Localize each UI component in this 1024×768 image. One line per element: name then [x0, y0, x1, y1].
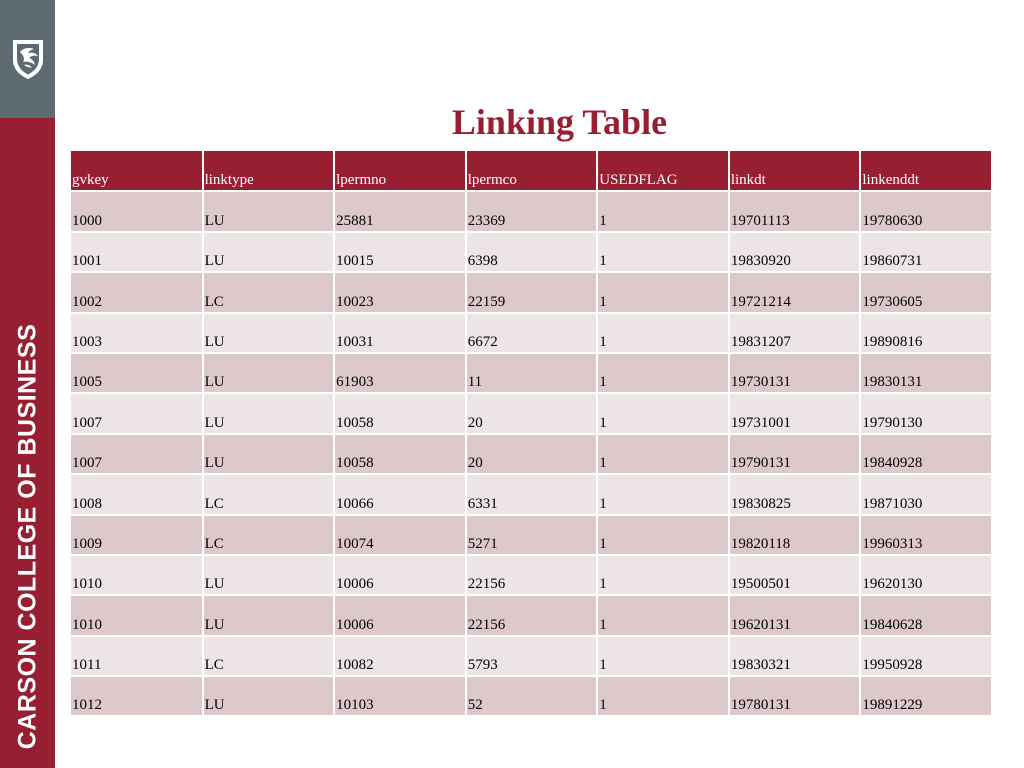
table-cell-lpermco: 22156 — [466, 555, 598, 595]
column-header-linkdt: linkdt — [729, 151, 861, 191]
table-cell-linkenddt: 19620130 — [860, 555, 992, 595]
table-cell-linktype: LU — [203, 555, 335, 595]
table-cell-usedflag: 1 — [597, 191, 729, 231]
table-cell-linkdt: 19731001 — [729, 393, 861, 433]
table-row — [71, 191, 992, 231]
table-cell-usedflag: 1 — [597, 555, 729, 595]
column-header-linktype: linktype — [203, 151, 335, 191]
table-cell-lpermno: 10058 — [334, 393, 466, 433]
table-cell-linkdt: 19830321 — [729, 636, 861, 676]
table-cell-usedflag: 1 — [597, 474, 729, 514]
table-cell-lpermco: 6672 — [466, 313, 598, 353]
table-cell-linkenddt: 19730605 — [860, 272, 992, 312]
table-cell-linkenddt: 19840928 — [860, 434, 992, 474]
table-cell-lpermco: 5793 — [466, 636, 598, 676]
table-cell-lpermno: 10074 — [334, 515, 466, 555]
table-row — [71, 595, 992, 635]
table-cell-linkenddt: 19960313 — [860, 515, 992, 555]
column-header-gvkey: gvkey — [71, 151, 203, 191]
table-cell-usedflag: 1 — [597, 636, 729, 676]
table-cell-lpermco: 11 — [466, 353, 598, 393]
table-cell-linkenddt: 19840628 — [860, 595, 992, 635]
table-cell-gvkey: 1011 — [71, 636, 203, 676]
table-cell-lpermco: 22156 — [466, 595, 598, 635]
table-row — [71, 636, 992, 676]
table-cell-lpermno: 10103 — [334, 676, 466, 716]
table-cell-linkdt: 19701113 — [729, 191, 861, 231]
table-cell-linktype: LU — [203, 191, 335, 231]
table-cell-linkenddt: 19780630 — [860, 191, 992, 231]
column-header-usedflag: USEDFLAG — [597, 151, 729, 191]
table-cell-lpermco: 20 — [466, 434, 598, 474]
table-cell-gvkey: 1010 — [71, 555, 203, 595]
table-cell-lpermco: 23369 — [466, 191, 598, 231]
table-cell-linktype: LU — [203, 676, 335, 716]
table-cell-linkenddt: 19871030 — [860, 474, 992, 514]
table-row — [71, 393, 992, 433]
table-cell-gvkey: 1009 — [71, 515, 203, 555]
table-row — [71, 676, 992, 716]
table-cell-linkenddt: 19890816 — [860, 313, 992, 353]
table-cell-lpermno: 10006 — [334, 595, 466, 635]
page-title: Linking Table — [451, 102, 668, 142]
sidebar — [0, 0, 55, 768]
table-cell-lpermco: 52 — [466, 676, 598, 716]
table-cell-linkdt: 19831207 — [729, 313, 861, 353]
table-body — [71, 191, 992, 716]
table-cell-linkenddt: 19860731 — [860, 232, 992, 272]
table-cell-linktype: LU — [203, 595, 335, 635]
table-cell-usedflag: 1 — [597, 676, 729, 716]
column-header-lpermno: lpermno — [334, 151, 466, 191]
table-cell-lpermno: 10023 — [334, 272, 466, 312]
table-cell-gvkey: 1008 — [71, 474, 203, 514]
table-cell-linktype: LU — [203, 232, 335, 272]
table-cell-gvkey: 1000 — [71, 191, 203, 231]
table-cell-usedflag: 1 — [597, 272, 729, 312]
table-cell-linkenddt: 19830131 — [860, 353, 992, 393]
table-cell-lpermno: 10082 — [334, 636, 466, 676]
table-cell-linkdt: 19620131 — [729, 595, 861, 635]
sidebar-top-panel — [0, 0, 55, 118]
table-cell-usedflag: 1 — [597, 515, 729, 555]
table-cell-linktype: LC — [203, 474, 335, 514]
table-cell-gvkey: 1007 — [71, 434, 203, 474]
table-cell-gvkey: 1001 — [71, 232, 203, 272]
table-cell-linkdt: 19500501 — [729, 555, 861, 595]
table-cell-lpermco: 20 — [466, 393, 598, 433]
table-cell-usedflag: 1 — [597, 232, 729, 272]
table-cell-linkdt: 19790131 — [729, 434, 861, 474]
table-row — [71, 353, 992, 393]
college-name: CARSON COLLEGE OF BUSINESS — [13, 323, 42, 749]
table-cell-lpermco: 22159 — [466, 272, 598, 312]
table-row — [71, 515, 992, 555]
table-header-row — [71, 151, 992, 191]
table-row — [71, 555, 992, 595]
column-header-linkenddt: linkenddt — [860, 151, 992, 191]
table-cell-lpermco: 5271 — [466, 515, 598, 555]
column-header-lpermco: lpermco — [466, 151, 598, 191]
table-cell-linktype: LU — [203, 393, 335, 433]
table-cell-gvkey: 1005 — [71, 353, 203, 393]
table-cell-lpermno: 10066 — [334, 474, 466, 514]
table-cell-linkdt: 19780131 — [729, 676, 861, 716]
table-cell-gvkey: 1007 — [71, 393, 203, 433]
table-cell-linkenddt: 19891229 — [860, 676, 992, 716]
table-cell-usedflag: 1 — [597, 434, 729, 474]
table-row — [71, 434, 992, 474]
table-cell-linkdt: 19730131 — [729, 353, 861, 393]
table-cell-gvkey: 1002 — [71, 272, 203, 312]
table-cell-linkenddt: 19790130 — [860, 393, 992, 433]
table-cell-usedflag: 1 — [597, 313, 729, 353]
table-cell-usedflag: 1 — [597, 595, 729, 635]
linking-table — [71, 151, 993, 717]
table-row — [71, 232, 992, 272]
table-row — [71, 313, 992, 353]
table-cell-lpermno: 61903 — [334, 353, 466, 393]
table-cell-gvkey: 1012 — [71, 676, 203, 716]
table-cell-linktype: LU — [203, 434, 335, 474]
table-cell-linkdt: 19830920 — [729, 232, 861, 272]
table-cell-linkdt: 19820118 — [729, 515, 861, 555]
table-cell-lpermno: 10058 — [334, 434, 466, 474]
table-cell-lpermco: 6398 — [466, 232, 598, 272]
table-cell-lpermno: 10015 — [334, 232, 466, 272]
table-row — [71, 474, 992, 514]
table-cell-lpermco: 6331 — [466, 474, 598, 514]
table-cell-linkenddt: 19950928 — [860, 636, 992, 676]
table-cell-linktype: LC — [203, 515, 335, 555]
table-cell-linktype: LU — [203, 313, 335, 353]
table-cell-lpermno: 10031 — [334, 313, 466, 353]
table-cell-usedflag: 1 — [597, 353, 729, 393]
college-name-container — [11, 323, 45, 749]
table-cell-linktype: LC — [203, 272, 335, 312]
table-cell-usedflag: 1 — [597, 393, 729, 433]
table-cell-gvkey: 1003 — [71, 313, 203, 353]
table-cell-linktype: LC — [203, 636, 335, 676]
table-cell-linkdt: 19830825 — [729, 474, 861, 514]
table-cell-linkdt: 19721214 — [729, 272, 861, 312]
table-cell-gvkey: 1010 — [71, 595, 203, 635]
table-cell-linktype: LU — [203, 353, 335, 393]
table-cell-lpermno: 10006 — [334, 555, 466, 595]
table-cell-lpermno: 25881 — [334, 191, 466, 231]
cougar-shield-icon — [11, 38, 45, 80]
table-row — [71, 272, 992, 312]
